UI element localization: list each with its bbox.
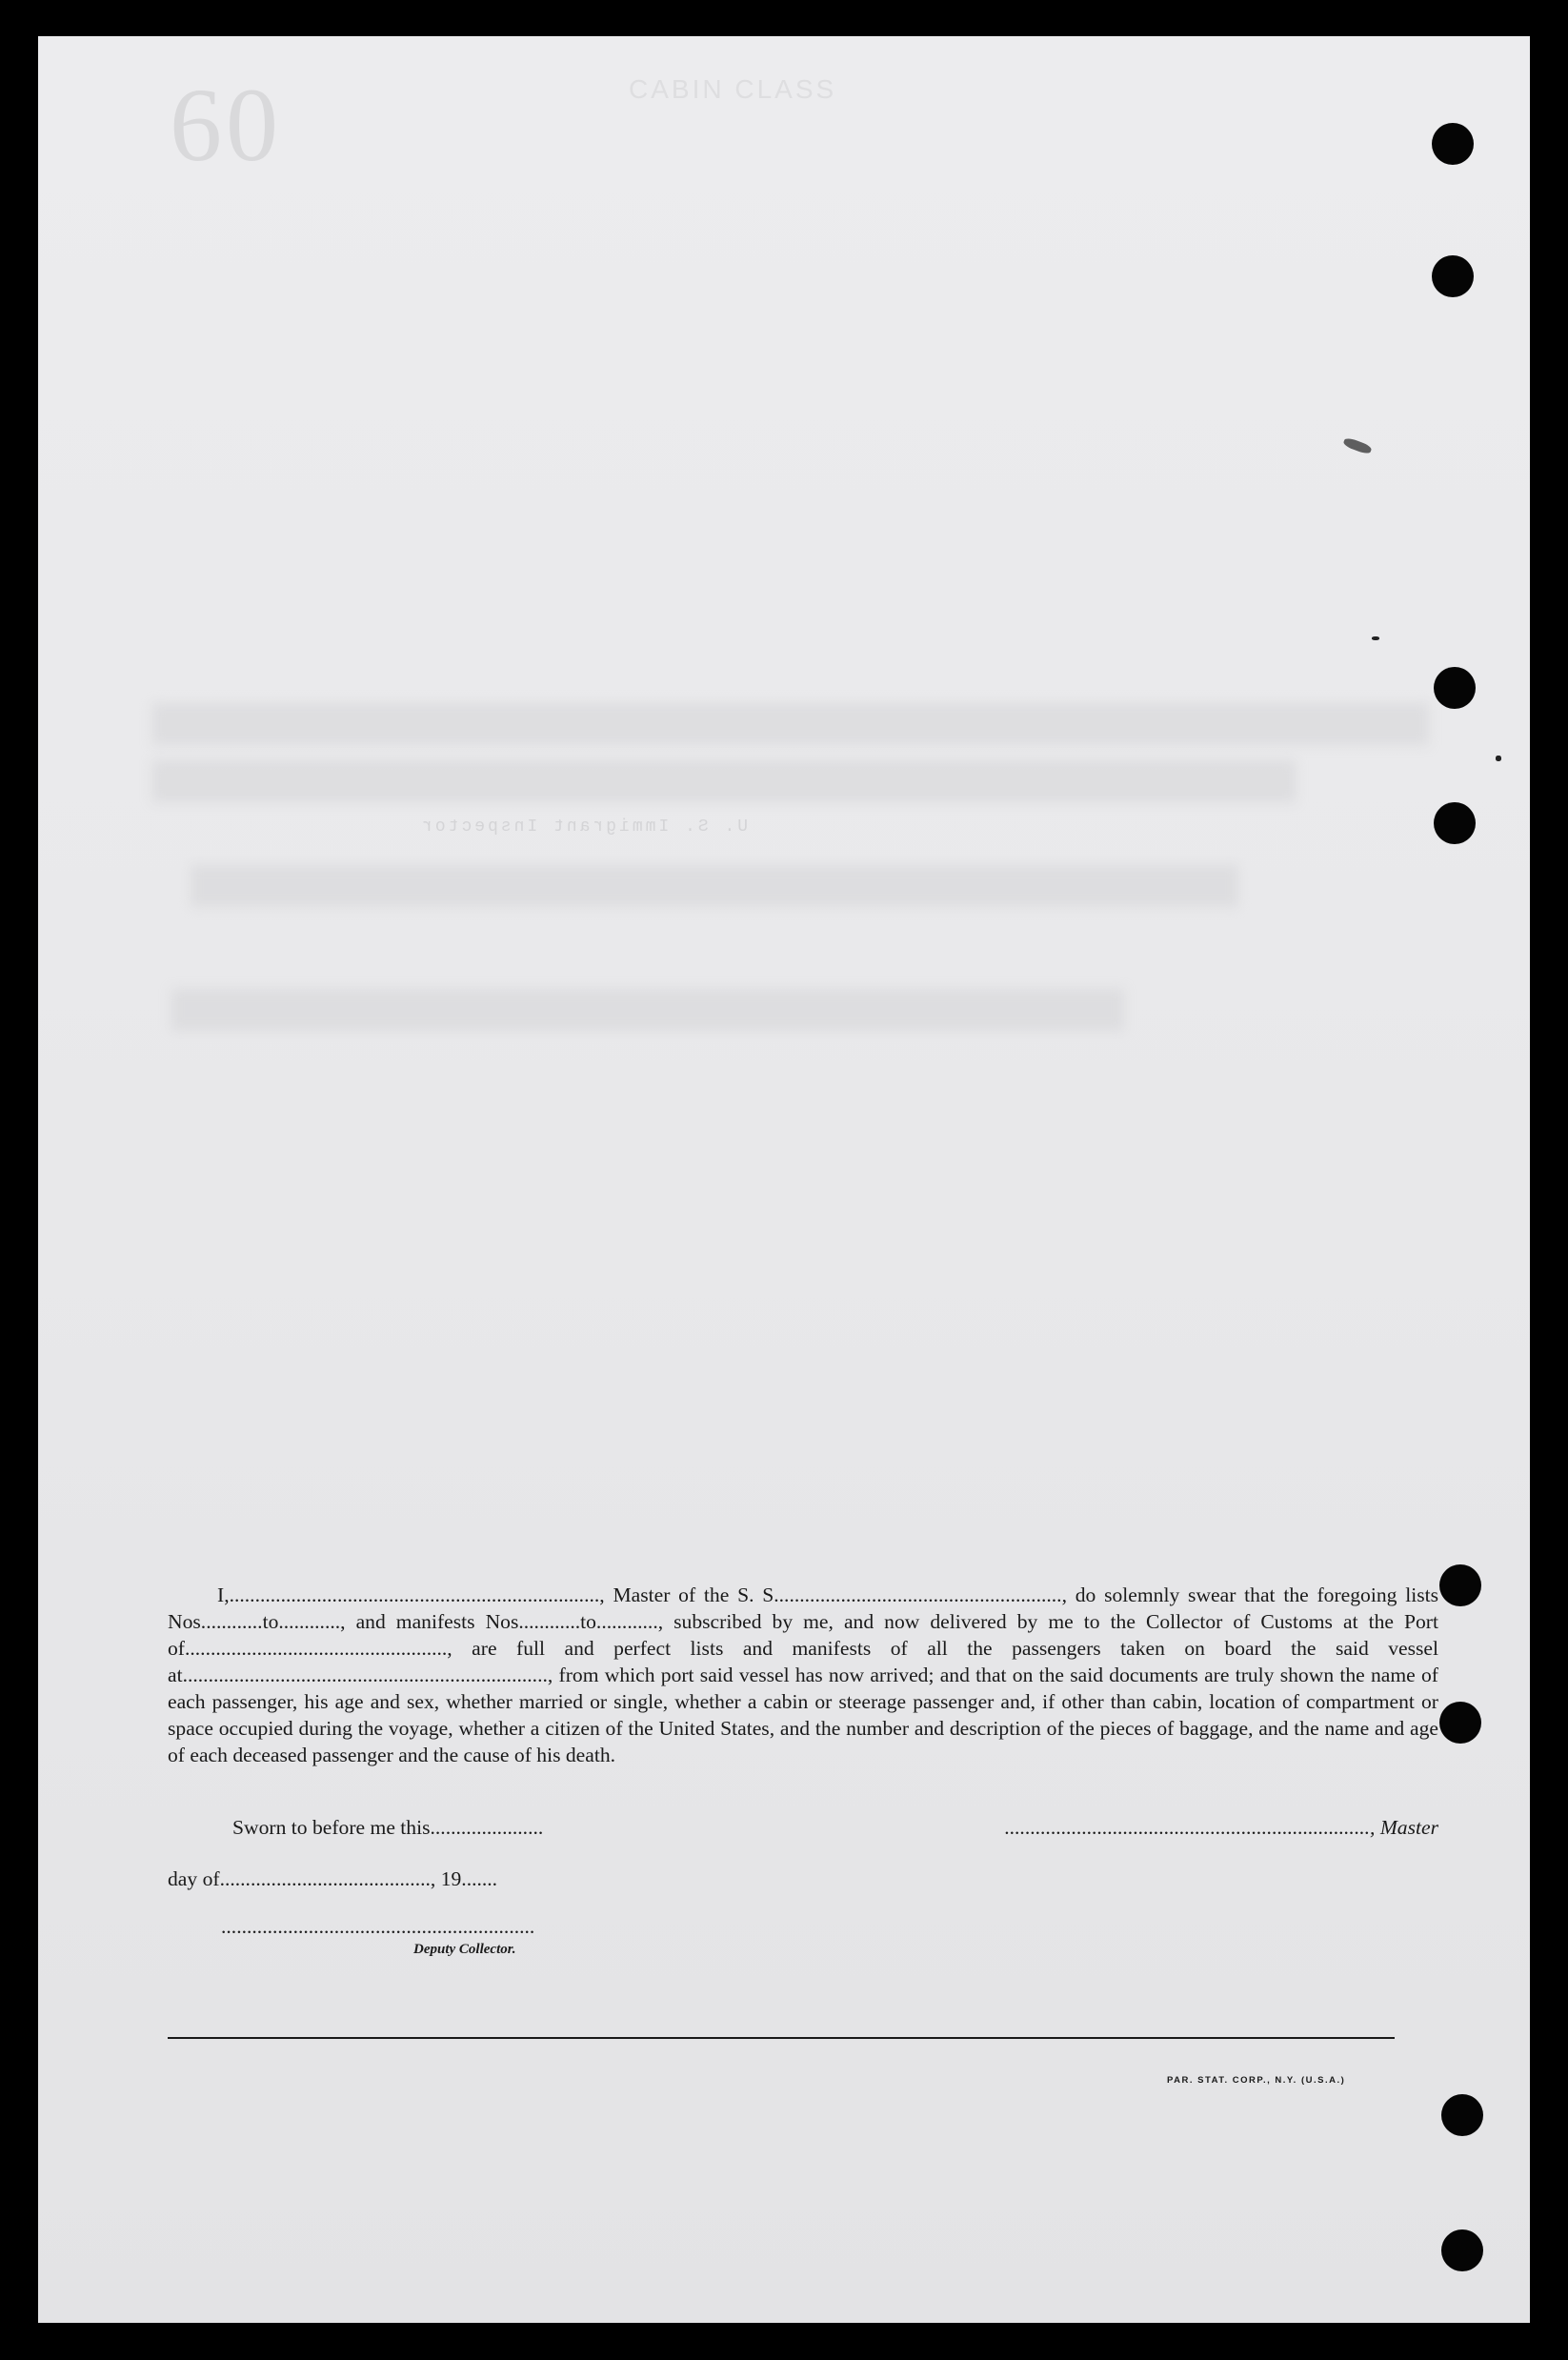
bleed-through-band	[152, 760, 1296, 802]
ink-speck	[1496, 756, 1501, 761]
bleed-through-stamp: U. S. Immigrant Inspector	[419, 817, 749, 837]
binder-hole	[1441, 2094, 1483, 2136]
bleed-through-title: CABIN CLASS	[629, 74, 837, 104]
deputy-collector-label: Deputy Collector.	[413, 1942, 516, 1957]
binder-hole	[1439, 1564, 1481, 1606]
binder-hole	[1432, 255, 1474, 297]
binder-hole	[1441, 2229, 1483, 2271]
bleed-through-page-number: 60	[170, 67, 282, 183]
ink-speck	[1372, 636, 1379, 640]
ink-smudge	[1342, 436, 1373, 455]
footer-rule	[168, 2037, 1395, 2039]
master-signature-line: ......................................................................., Master	[1004, 1816, 1438, 1839]
oath-text: I,........................................................................, Master of the S. S........................................................, do solemnly swear that the foregoing lists Nos............to............, and manifests Nos............to............, subscribed by me, and now delivered by me to the Collector of Customs at the Port of..................................................., are full and perfect lists and manifests of all the passengers taken on board the said vessel at......................................................................., from which port said vessel has now arrived; and that on the said documents are truly shown the name of each passenger, his age and sex, whether married or single, whether a cabin or steerage passenger and, if other than cabin, location of compartment or space occupied during the voyage, whether a citizen of the United States, and the number and description of the pieces of baggage, and the name and age of each deceased passenger and the cause of his death.	[168, 1583, 1438, 1766]
day-of-line: day of........................................., 19.......	[168, 1867, 498, 1890]
binder-hole	[1434, 667, 1476, 709]
bleed-through-band	[191, 865, 1238, 907]
binder-hole	[1434, 802, 1476, 844]
document-page	[38, 36, 1530, 2323]
printer-mark: PAR. STAT. CORP., N.Y. (U.S.A.)	[1167, 2075, 1346, 2086]
sworn-before-me-label: Sworn to before me this......................	[232, 1816, 544, 1839]
bleed-through-band	[171, 989, 1124, 1031]
binder-hole	[1432, 123, 1474, 165]
binder-hole	[1439, 1702, 1481, 1744]
masters-oath-paragraph	[168, 1582, 1438, 1768]
deputy-signature-line: .............................................................	[221, 1915, 535, 1938]
bleed-through-band	[152, 703, 1429, 745]
